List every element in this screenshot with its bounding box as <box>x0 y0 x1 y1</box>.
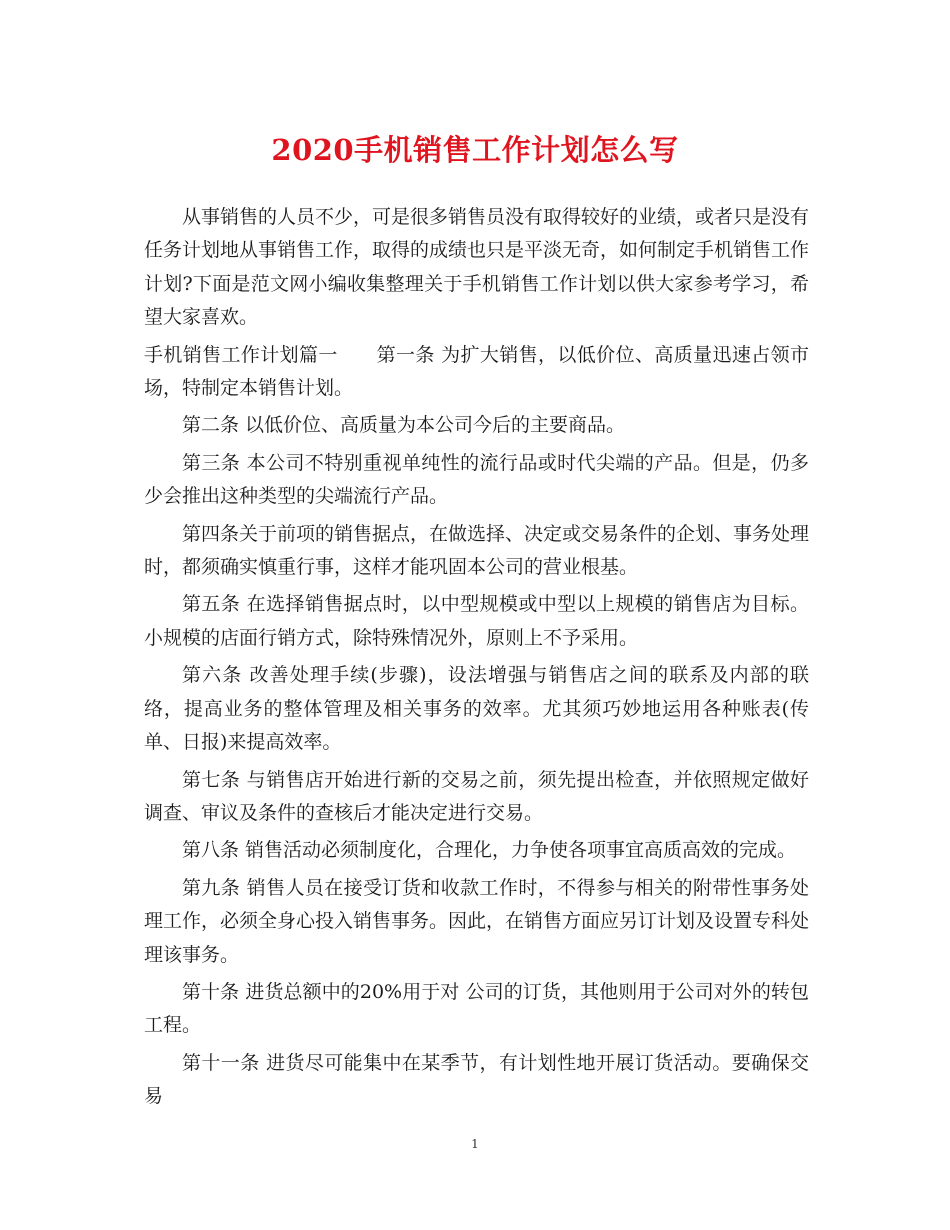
paragraph-article-11: 第十一条 进货尽可能集中在某季节，有计划性地开展订货活动。要确保交易 <box>144 1051 809 1108</box>
paragraph-plan-heading-article-1: 手机销售工作计划篇一 第一条 为扩大销售，以低价位、高质量迅速占领市场，特制定本销售计划。 <box>144 343 809 400</box>
paragraph-article-8: 第八条 销售活动必须制度化，合理化，力争使各项事宜高质高效的完成。 <box>182 839 797 862</box>
paragraph-intro: 从事销售的人员不少，可是很多销售员没有取得较好的业绩，或者只是没有任务计划地从事销售工作，取得的成绩也只是平淡无奇，如何制定手机销售工作计划?下面是范文网小编收集整理关于手机销售工作计划以供大家参考学习，希望大家喜欢。 <box>144 206 810 329</box>
document-body <box>144 201 809 1118</box>
paragraph-article-7: 第七条 与销售店开始进行新的交易之前，须先提出检查，并依照规定做好调查、审议及条件的查核后才能决定进行交易。 <box>144 768 809 824</box>
page-number: 1 <box>471 1137 479 1151</box>
document-title: 2020手机销售工作计划怎么写 <box>271 133 679 167</box>
paragraph-article-10: 第十条 进货总额中的20%用于对 公司的订货，其他则用于公司对外的转包工程。 <box>144 980 809 1037</box>
paragraph-article-5: 第五条 在选择销售据点时，以中型规模或中型以上规模的销售店为目标。小规模的店面行销方式，除特殊情况外，原则上不予采用。 <box>144 593 809 649</box>
paragraph-article-4: 第四条关于前项的销售据点，在做选择、决定或交易条件的企划、事务处理时，都须确实慎重行事，这样才能巩固本公司的营业根基。 <box>144 522 810 579</box>
paragraph-article-3: 第三条 本公司不特别重视单纯性的流行品或时代尖端的产品。但是，仍多少会推出这种类型的尖端流行产品。 <box>144 451 809 508</box>
paragraph-article-9: 第九条 销售人员在接受订货和收款工作时，不得参与相关的附带性事务处理工作，必须全身心投入销售事务。因此，在销售方面应另订计划及设置专科处理该事务。 <box>144 876 810 966</box>
paragraph-article-6: 第六条 改善处理手续(步骤)，设法增强与销售店之间的联系及内部的联络，提高业务的整体管理及相关事务的效率。尤其须巧妙地运用各种账表(传单、日报)来提高效率。 <box>144 664 809 754</box>
paragraph-article-2: 第二条 以低价位、高质量为本公司今后的主要商品。 <box>182 414 626 437</box>
